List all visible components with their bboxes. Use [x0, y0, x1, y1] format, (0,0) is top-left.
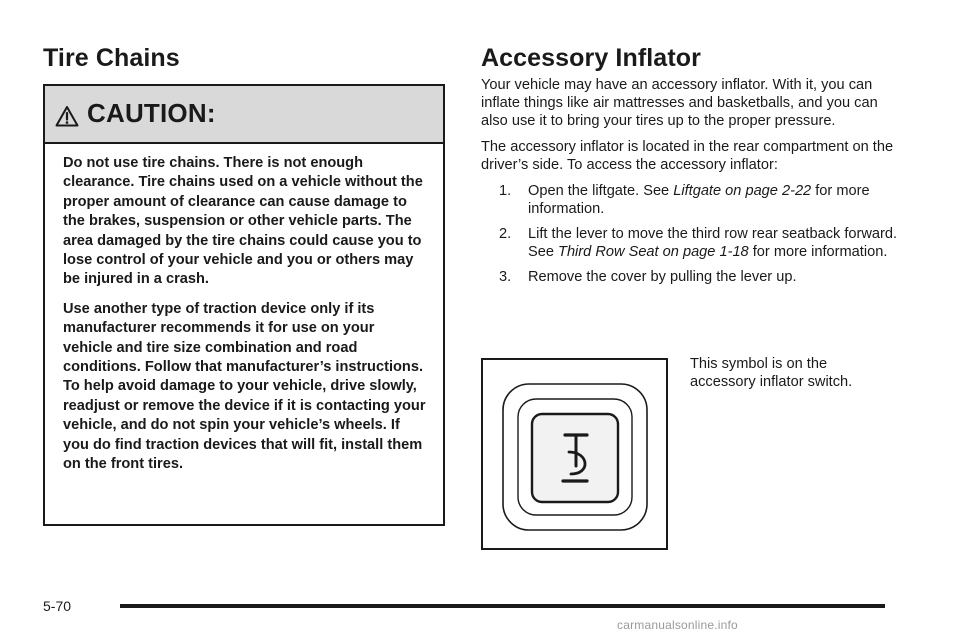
accessory-inflator-text [481, 76, 901, 293]
caution-label: CAUTION: [87, 98, 216, 128]
step-text: for more information. [528, 183, 870, 217]
caution-box [43, 84, 445, 526]
step-text: Remove the cover by pulling the lever up. [528, 269, 797, 285]
caution-paragraph: Use another type of traction device only if its manufacturer recommends it for use on your vehicle and tire size combination and road conditions. Follow that manufacturer’s instructions. To help avoid damage to your vehicle, drive slowly, readjust or remove the device if it is contacting your vehicle, and do not spin your vehicle’s wheels. If you do find traction devices that will fit, install them on the front tires. [63, 300, 426, 473]
warning-triangle-icon [55, 105, 79, 127]
location-paragraph: The accessory inflator is located in the rear compartment on the driver’s side. To access the accessory inflator: [481, 139, 894, 173]
list-item [499, 268, 901, 286]
cross-reference-link[interactable]: Third Row Seat on page 1-18 [558, 244, 749, 260]
caution-paragraph: Do not use tire chains. There is not enough clearance. Tire chains used on a vehicle without the proper amount of clearance can cause damage to the brakes, suspension or other vehicle parts. The area damaged by the tire chains could cause you to lose control of your vehicle and you or others may be injured in a crash. [63, 155, 423, 288]
footer-rule [120, 604, 885, 608]
list-item [499, 182, 901, 218]
section-title-tire-chains: Tire Chains [43, 44, 180, 72]
step-number: 3. [499, 269, 512, 285]
inflator-switch-icon [483, 360, 666, 548]
caution-body [45, 144, 443, 475]
step-number: 2. [499, 226, 512, 242]
caution-header [45, 86, 443, 144]
inflator-switch-illustration [481, 358, 668, 550]
symbol-caption: This symbol is on the accessory inflator switch. [690, 356, 853, 390]
step-text: for more information. [748, 244, 888, 260]
list-item [499, 225, 901, 261]
section-title-accessory-inflator: Accessory Inflator [481, 44, 701, 72]
steps-list [481, 182, 901, 286]
step-text: Lift the lever to move the third row rear seatback forward. See [528, 226, 898, 260]
watermark: carmanualsonline.info [617, 618, 738, 632]
intro-paragraph: Your vehicle may have an accessory inflator. With it, you can inflate things like air mattresses and basketballs, and you can also use it to bring your tires up to the proper pressure. [481, 77, 878, 129]
cross-reference-link[interactable]: Liftgate on page 2-22 [673, 183, 812, 199]
page-number: 5-70 [43, 598, 72, 614]
step-number: 1. [499, 183, 512, 199]
step-text: Open the liftgate. See [528, 183, 674, 199]
